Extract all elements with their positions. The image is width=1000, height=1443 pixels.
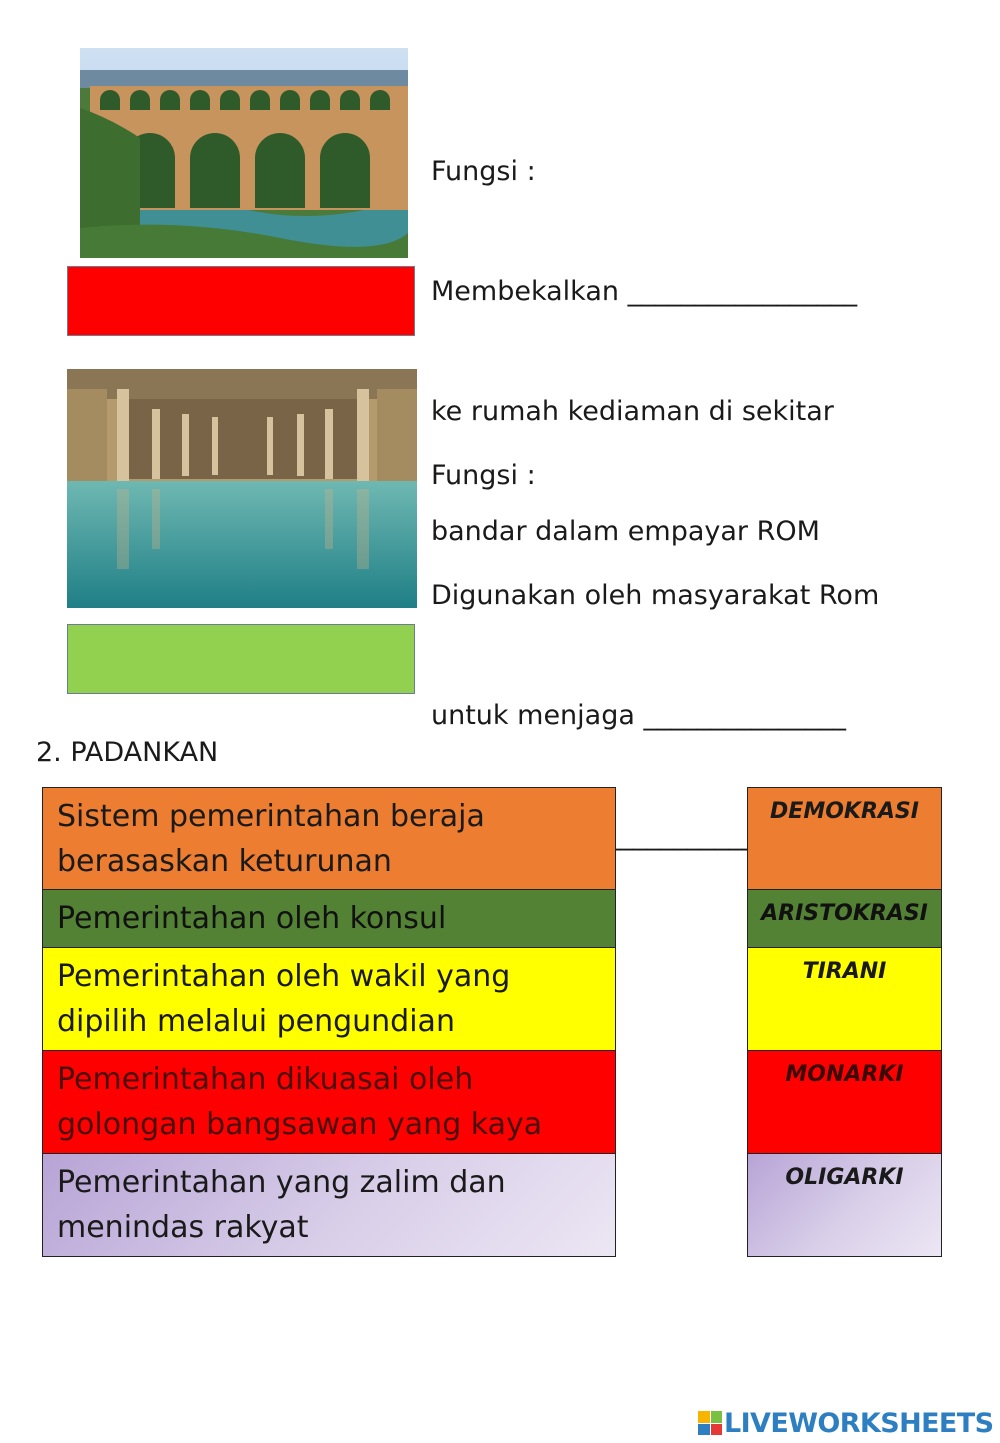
definition-row	[42, 890, 616, 948]
definition-row	[42, 948, 616, 1051]
definition-text: dipilih melalui pengundian	[57, 1004, 455, 1039]
option-monarki[interactable]: MONARKI	[747, 1051, 942, 1154]
section-title: 2. PADANKAN	[36, 737, 219, 768]
roman-bath-photo	[67, 369, 417, 608]
answer-box-2[interactable]	[67, 624, 415, 694]
function-line: Membekalkan _________________	[431, 276, 858, 307]
function-line: untuk menjaga _______________	[431, 700, 846, 731]
option-oligarki[interactable]: OLIGARKI	[747, 1154, 942, 1257]
function-line: _____________________	[498, 820, 783, 851]
definition-text: Sistem pemerintahan beraja	[57, 799, 485, 834]
aqueduct-photo	[80, 48, 408, 258]
definition-text: berasaskan keturunan	[57, 844, 392, 879]
logo-text: LIVEWORKSHEETS	[724, 1407, 994, 1439]
definition-text: Pemerintahan dikuasai oleh	[57, 1062, 474, 1097]
definition-row	[42, 1051, 616, 1154]
logo-icon	[698, 1411, 722, 1435]
definition-text: menindas rakyat	[57, 1210, 309, 1245]
definition-text: golongan bangsawan yang kaya	[57, 1107, 543, 1142]
definitions-table	[42, 787, 616, 1257]
answer-box-1[interactable]	[67, 266, 415, 336]
function-line: ke rumah kediaman di sekitar	[431, 396, 834, 427]
option-aristokrasi[interactable]: ARISTOKRASI	[747, 890, 942, 948]
option-demokrasi[interactable]: DEMOKRASI	[747, 787, 942, 890]
function-line: bandar dalam empayar ROM	[431, 516, 820, 547]
liveworksheets-logo	[698, 1408, 993, 1438]
definition-row	[42, 787, 616, 890]
function-label: Fungsi :	[431, 156, 536, 187]
definition-text: Pemerintahan oleh wakil yang	[57, 959, 511, 994]
option-tirani[interactable]: TIRANI	[747, 948, 942, 1051]
definition-text: Pemerintahan yang zalim dan	[57, 1165, 506, 1200]
definition-row	[42, 1154, 616, 1257]
options-table	[747, 787, 942, 1257]
function-line: Digunakan oleh masyarakat Rom	[431, 580, 880, 611]
definition-text: Pemerintahan oleh konsul	[57, 901, 447, 936]
function-label: Fungsi :	[431, 460, 536, 491]
